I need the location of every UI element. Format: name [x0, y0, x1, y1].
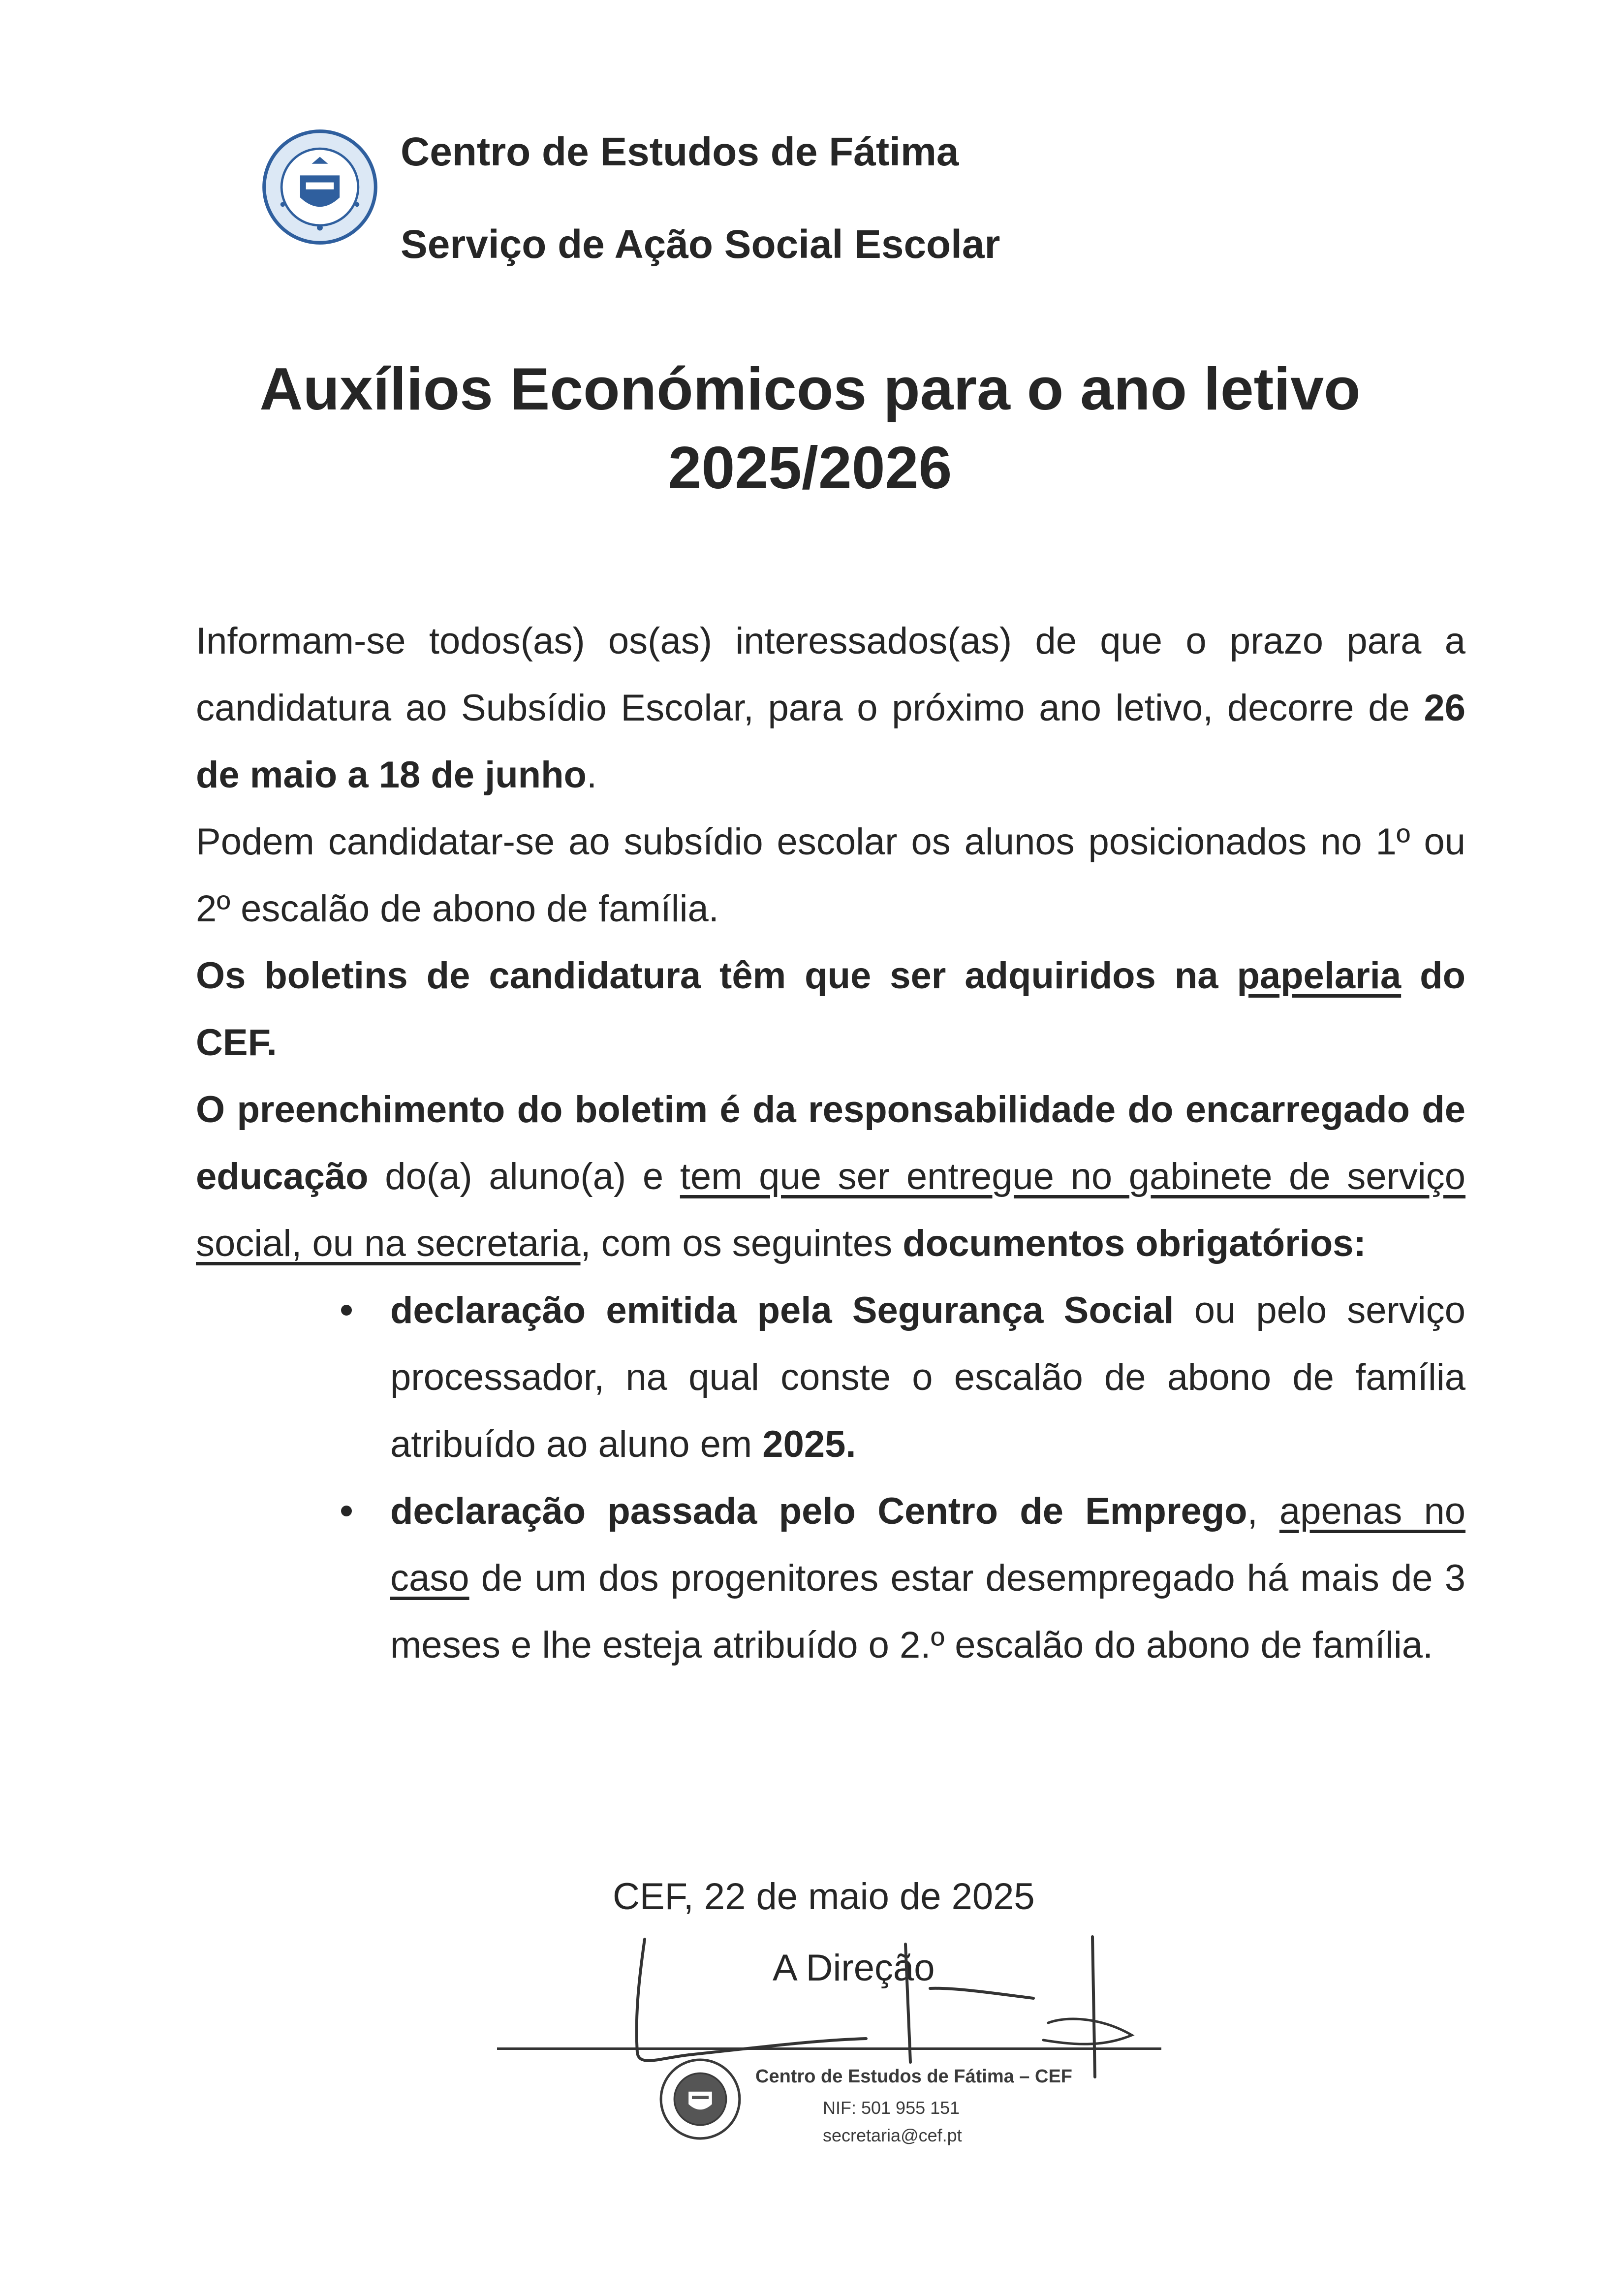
list-item: declaração emitida pela Segurança Social ou pelo serviço processador, na qual conste o escalão de abono de família atribuído ao aluno em 2025.	[390, 1277, 1465, 1478]
document-title-line-2: 2025/2026	[668, 434, 952, 501]
place-and-date: CEF, 22 de maio de 2025	[613, 1876, 1035, 1918]
stamp-org-name: Centro de Estudos de Fátima – CEF	[755, 2066, 1072, 2087]
cef-stamp-seal-icon	[658, 2057, 742, 2141]
paragraph-deadline: Informam-se todos(as) os(as) interessados(as) de que o prazo para a candidatura ao Subsídio Escolar, para o próximo ano letivo, decorre de 26 de maio a 18 de junho.	[196, 620, 1465, 796]
cef-seal-logo-icon	[262, 129, 378, 245]
required-documents-list	[196, 1277, 1465, 1679]
list-item: declaração passada pelo Centro de Emprego, apenas no caso de um dos progenitores estar desempregado há mais de 3 meses e lhe esteja atribuído o 2.º escalão do abono de família.	[390, 1478, 1465, 1679]
submission-location: tem que ser entregue no gabinete de serviço social, ou na secretaria	[196, 1156, 1465, 1264]
document-title-line-1: Auxílios Económicos para o ano letivo	[259, 355, 1361, 422]
stamp-nif: NIF: 501 955 151	[823, 2098, 960, 2118]
organization-name: Centro de Estudos de Fátima	[401, 129, 959, 174]
deadline-dates: 26 de maio a 18 de junho	[196, 687, 1465, 796]
service-name: Serviço de Ação Social Escolar	[401, 222, 1000, 267]
document-body	[196, 608, 1465, 1679]
paragraph-eligibility: Podem candidatar-se ao subsídio escolar os alunos posicionados no 1º ou 2º escalão de abono de família.	[196, 821, 1465, 930]
paragraph-submission: O preenchimento do boletim é da responsabilidade do encarregado de educação do(a) aluno(a) e tem que ser entregue no gabinete de serviço social, ou na secretaria, com os seguintes documentos obrigatórios:	[196, 1089, 1465, 1264]
papelaria-link-text: papelaria	[1237, 955, 1402, 997]
paragraph-forms: Os boletins de candidatura têm que ser adquiridos na papelaria do CEF.	[196, 955, 1465, 1064]
stamp-email: secretaria@cef.pt	[823, 2125, 962, 2145]
signatory: A Direção	[773, 1947, 935, 1989]
